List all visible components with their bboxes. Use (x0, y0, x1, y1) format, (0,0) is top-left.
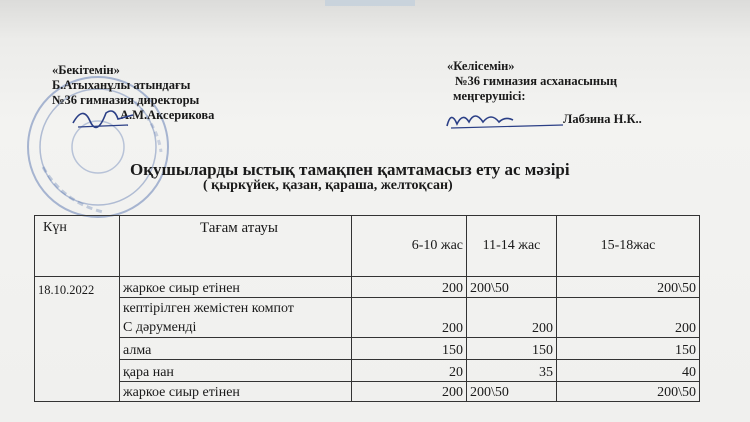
document-title: Оқушыларды ыстық тамақпен қамтамасыз ету ас мәзірі (130, 160, 570, 179)
table-row (35, 360, 700, 382)
portion-15-18: 200\50 (557, 382, 700, 402)
portion-6-10: 200 (352, 277, 467, 298)
portion-6-10: 150 (352, 338, 467, 360)
portion-11-14: 200\50 (467, 277, 557, 298)
agreement-name: Лабзина Н.К.. (563, 112, 642, 126)
dish-name: жаркое сиыр етінен (120, 382, 352, 402)
portion-6-10: 200 (352, 298, 467, 338)
header-dish: Тағам атауы (120, 216, 352, 277)
menu-table (34, 215, 700, 402)
dish-name-line2: С дәруменді (123, 320, 197, 335)
portion-15-18: 200 (557, 298, 700, 338)
portion-6-10: 20 (352, 360, 467, 382)
manager-signature (443, 104, 565, 132)
portion-11-14: 35 (467, 360, 557, 382)
table-row (35, 338, 700, 360)
table-row (35, 382, 700, 402)
portion-11-14: 150 (467, 338, 557, 360)
header-age-15-18: 15-18жас (557, 216, 700, 277)
header-age-11-14: 11-14 жас (467, 216, 557, 277)
agreement-heading: «Келісемін» (447, 59, 515, 73)
portion-15-18: 150 (557, 338, 700, 360)
approval-name: А.М.Аксерикова (120, 108, 215, 122)
table-row (35, 298, 700, 338)
director-signature (68, 103, 138, 133)
dish-name: жаркое сиыр етінен (120, 277, 352, 298)
portion-11-14: 200 (467, 298, 557, 338)
portion-6-10: 200 (352, 382, 467, 402)
menu-date: 18.10.2022 (35, 277, 120, 402)
header-age-6-10: 6-10 жас (352, 216, 467, 277)
table-row (35, 277, 700, 298)
portion-15-18: 200\50 (557, 277, 700, 298)
document-subtitle: ( қыркүйек, қазан, қараша, желтоқсан) (203, 178, 453, 193)
approval-line1: Б.Атыханұлы атындағы (52, 78, 191, 92)
agreement-line1: №36 гимназия асханасының (455, 74, 618, 88)
portion-11-14: 200\50 (467, 382, 557, 402)
dish-name: алма (120, 338, 352, 360)
approval-line2: №36 гимназия директоры (52, 93, 200, 107)
dish-name: қара нан (120, 360, 352, 382)
dish-name (120, 298, 352, 338)
header-day: Күн (35, 216, 120, 277)
agreement-line2: меңгерушісі: (453, 89, 526, 103)
top-mark (325, 0, 415, 6)
agreement-block (447, 59, 617, 104)
portion-15-18: 40 (557, 360, 700, 382)
table-header-row (35, 216, 700, 277)
approval-heading: «Бекітемін» (52, 63, 120, 77)
dish-name-line1: кептірілген жемістен компот (123, 301, 294, 316)
